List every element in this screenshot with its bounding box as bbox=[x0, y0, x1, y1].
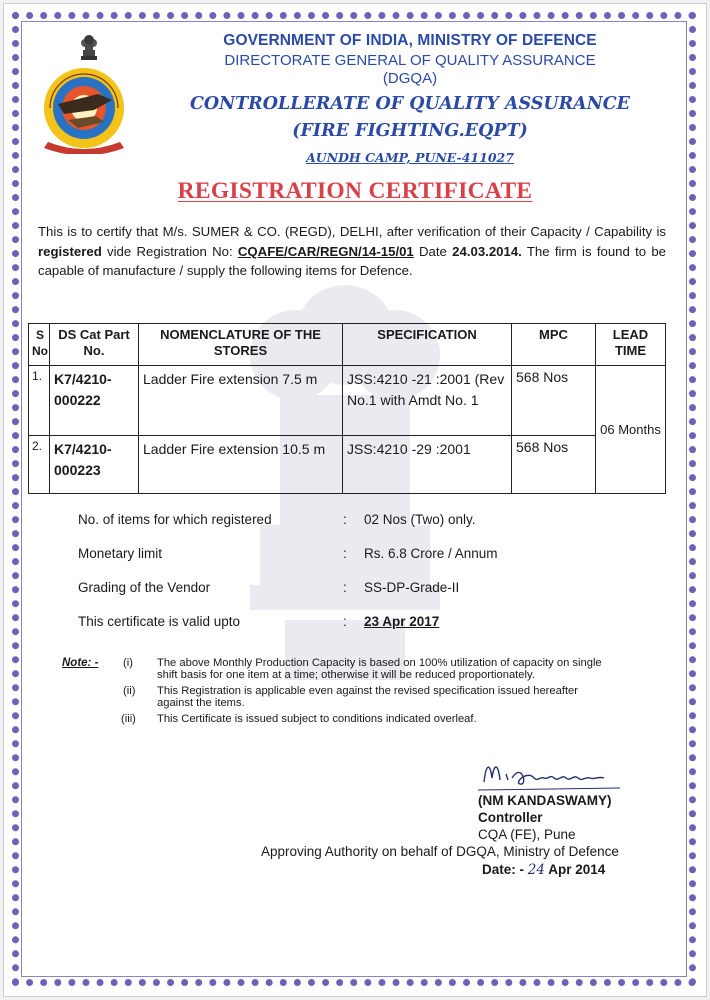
header-dgqa: (DGQA) bbox=[382, 70, 438, 87]
detail-value: 02 Nos (Two) only. bbox=[364, 512, 476, 527]
note-text: This Registration is applicable even against the revised specification issued hereafter bbox=[157, 685, 579, 697]
detail-label: No. of items for which registered bbox=[78, 512, 272, 527]
header-lead-time: LEAD TIME bbox=[596, 324, 666, 366]
registration-number: CQAFE/CAR/REGN/14-15/01 bbox=[237, 243, 414, 259]
date-rest: Apr 2014 bbox=[548, 862, 606, 877]
note-text: against the items. bbox=[157, 697, 245, 709]
detail-label: Monetary limit bbox=[78, 546, 163, 561]
intro-registered: registered bbox=[38, 243, 102, 259]
date-handwritten: 24 bbox=[527, 862, 545, 878]
header-cat: DS Cat Part No. bbox=[50, 324, 139, 366]
validity-date: 23 Apr 2017 bbox=[364, 614, 440, 629]
detail-label: Grading of the Vendor bbox=[78, 580, 211, 595]
detail-colon: : bbox=[343, 512, 347, 527]
detail-value: SS-DP-Grade-II bbox=[364, 580, 460, 595]
header-sno: S No bbox=[29, 324, 50, 366]
lead-time-value: 06 Months bbox=[596, 366, 666, 494]
note-text: This Certificate is issued subject to conditions indicated overleaf. bbox=[157, 713, 477, 725]
row-sno: 2. bbox=[29, 436, 50, 494]
table-row bbox=[29, 366, 666, 436]
row-specification: JSS:4210 -29 :2001 bbox=[343, 436, 512, 494]
date-prefix: Date: - bbox=[482, 862, 525, 877]
signatory-office: CQA (FE), Pune bbox=[478, 827, 576, 842]
items-table bbox=[28, 323, 666, 494]
note-text: shift basis for one item at a time; otherwise it will be reduced proportionately. bbox=[157, 669, 535, 681]
header-nomenclature: NOMENCLATURE OF THE STORES bbox=[139, 324, 343, 366]
note-number: (i) bbox=[123, 657, 133, 669]
row-specification: JSS:4210 -21 :2001 (Rev No.1 with Amdt No. 1 bbox=[343, 366, 512, 436]
dgqa-logo-icon bbox=[38, 64, 130, 154]
page-title: REGISTRATION CERTIFICATE bbox=[177, 178, 533, 204]
signature-image bbox=[478, 752, 623, 794]
signatory-name: (NM KANDASWAMY) bbox=[478, 793, 612, 808]
row-sno: 1. bbox=[29, 366, 50, 436]
header-ministry: GOVERNMENT OF INDIA, MINISTRY OF DEFENCE bbox=[223, 32, 597, 49]
note-heading: Note: - bbox=[62, 657, 99, 669]
detail-value: Rs. 6.8 Crore / Annum bbox=[364, 546, 498, 561]
row-mpc: 568 Nos bbox=[512, 366, 596, 436]
header-directorate: DIRECTORATE GENERAL OF QUALITY ASSURANCE bbox=[224, 52, 596, 69]
row-mpc: 568 Nos bbox=[512, 436, 596, 494]
approving-authority: Approving Authority on behalf of DGQA, Ministry of Defence bbox=[261, 844, 619, 859]
header-address: AUNDH CAMP, PUNE-411027 bbox=[306, 150, 514, 165]
row-nomenclature: Ladder Fire extension 10.5 m bbox=[139, 436, 343, 494]
intro-text: Date bbox=[413, 243, 453, 259]
note-text: The above Monthly Production Capacity is based on 100% utilization of capacity on single bbox=[157, 657, 602, 669]
row-cat-part: K7/4210-000222 bbox=[50, 366, 139, 436]
header-fire-fighting: (FIRE FIGHTING.EQPT) bbox=[292, 121, 528, 141]
table-header-row bbox=[29, 324, 666, 366]
intro-text: This is to certify that M/s. SUMER & CO. (REGD), DELHI, after verification of their Capacity / Capability is bbox=[38, 224, 666, 239]
signed-date bbox=[482, 862, 605, 878]
header-specification: SPECIFICATION bbox=[343, 324, 512, 366]
detail-label: This certificate is valid upto bbox=[78, 614, 241, 629]
note-number: (ii) bbox=[123, 685, 136, 697]
registration-date: 24.03.2014. bbox=[452, 243, 522, 259]
detail-colon: : bbox=[343, 614, 347, 629]
intro-text: The firm is found to be capable of manufacture / supply the following items for Defence. bbox=[38, 243, 666, 278]
intro-text: vide Registration No: bbox=[101, 243, 238, 259]
table-row bbox=[29, 436, 666, 494]
detail-colon: : bbox=[343, 580, 347, 595]
header-controllerate: CONTROLLERATE OF QUALITY ASSURANCE bbox=[189, 94, 631, 114]
note-number: (iii) bbox=[121, 713, 136, 725]
detail-colon: : bbox=[343, 546, 347, 561]
row-cat-part: K7/4210-000223 bbox=[50, 436, 139, 494]
row-nomenclature: Ladder Fire extension 7.5 m bbox=[139, 366, 343, 436]
national-emblem-icon bbox=[78, 32, 100, 62]
signatory-designation: Controller bbox=[478, 810, 543, 825]
intro-paragraph bbox=[38, 222, 666, 281]
header-mpc: MPC bbox=[512, 324, 596, 366]
